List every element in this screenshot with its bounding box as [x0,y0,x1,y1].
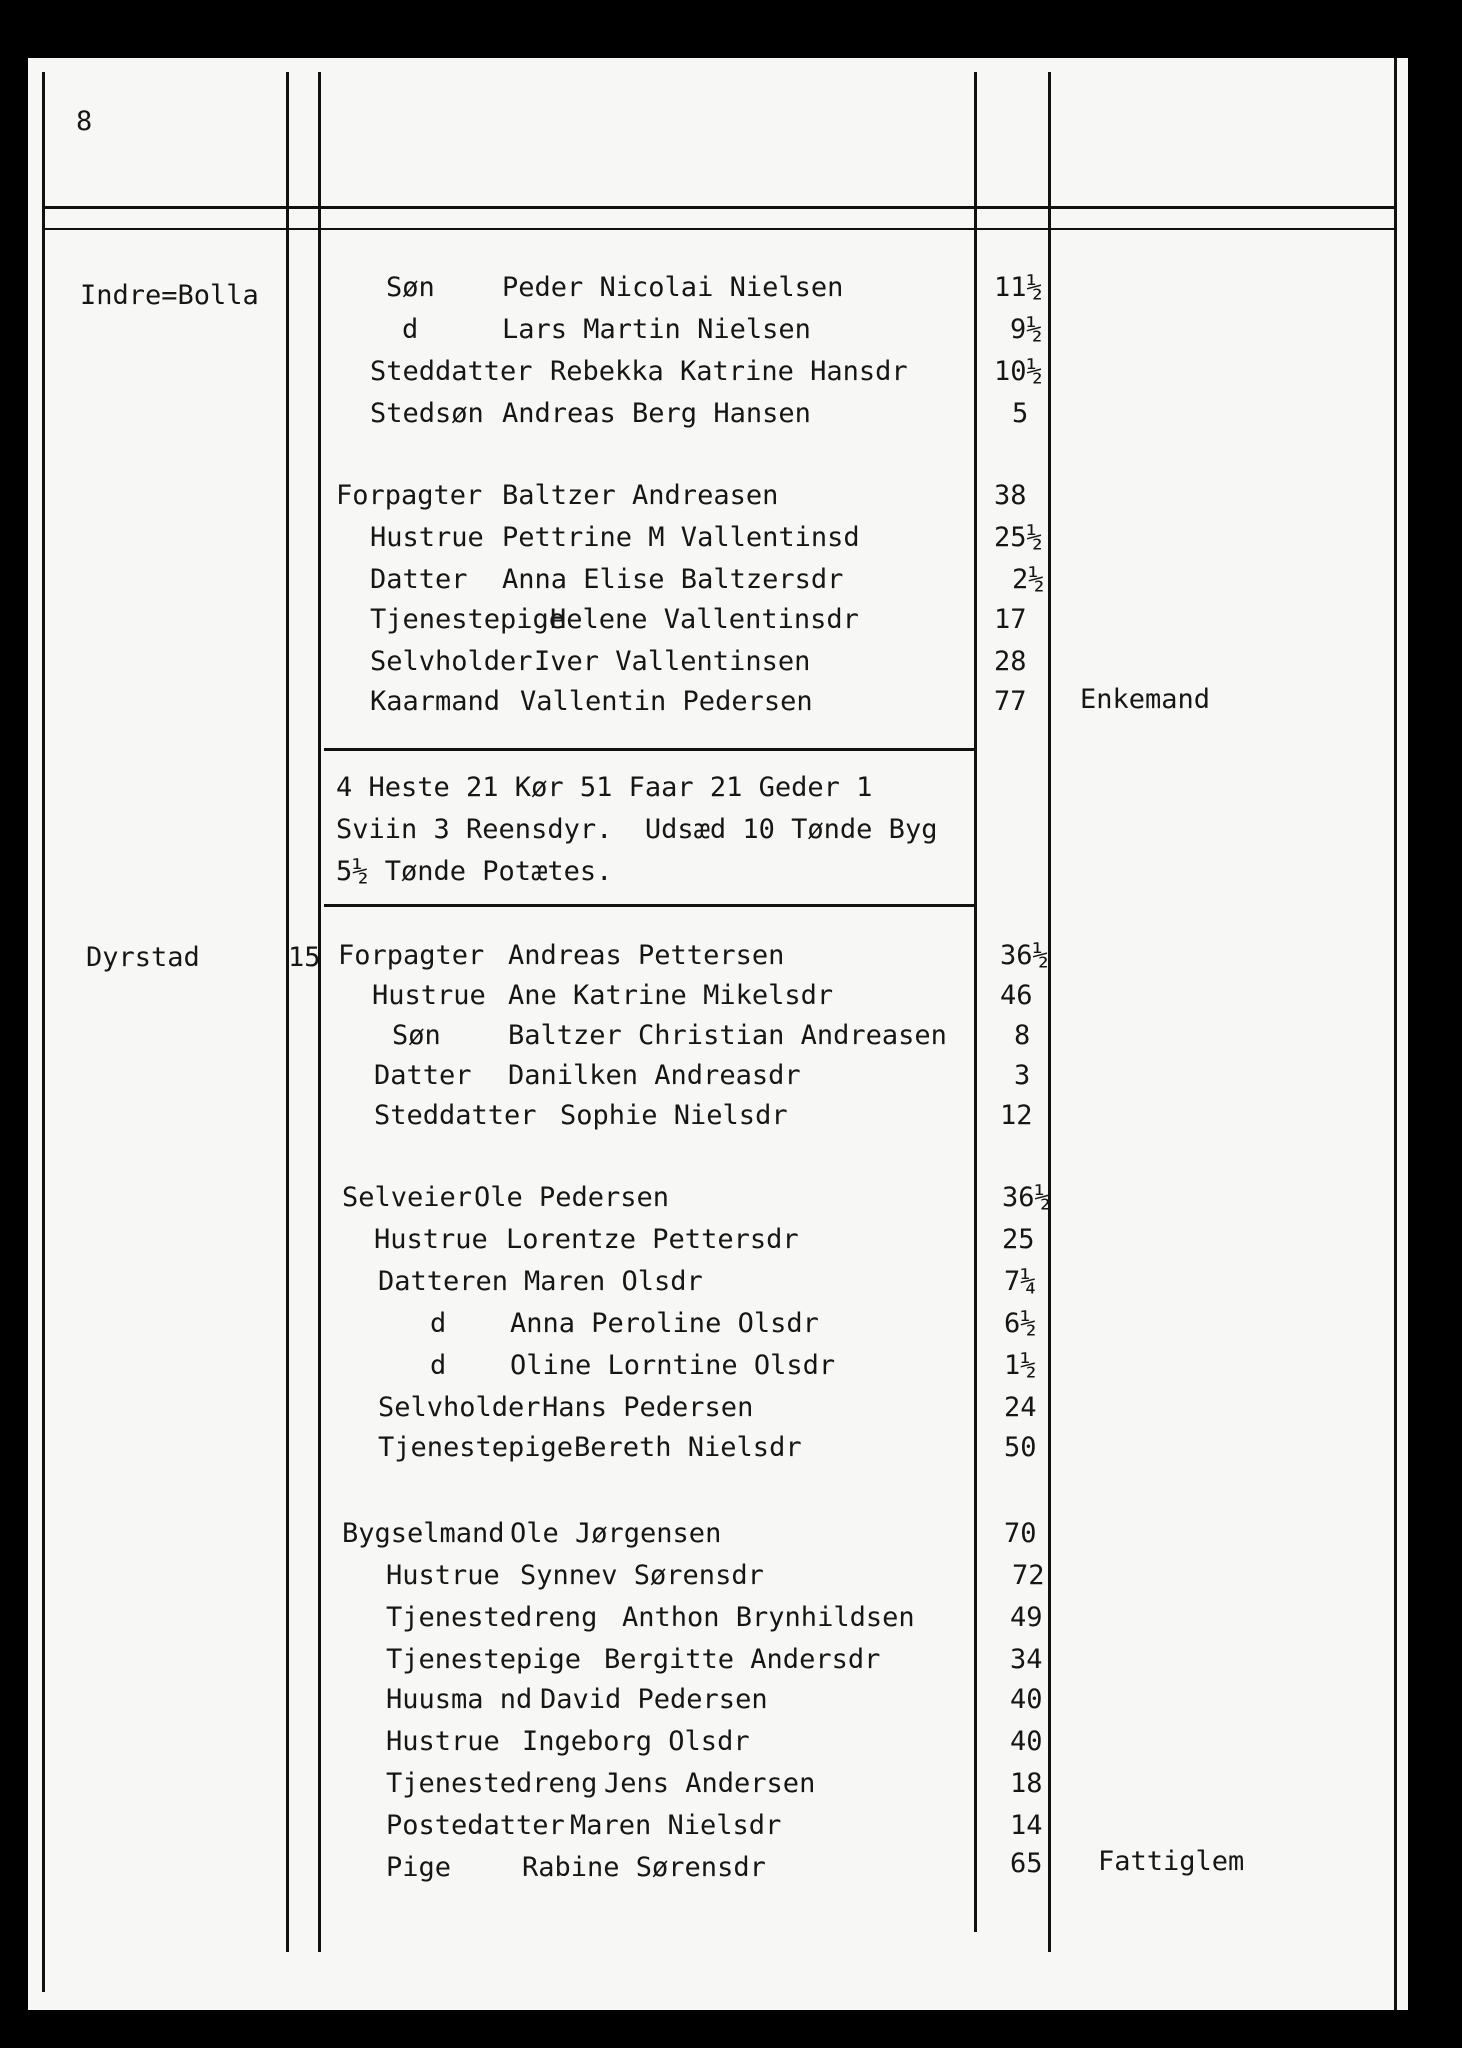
remark: Enkemand [1080,684,1211,715]
remark: Fattiglem [1098,1846,1245,1877]
age: 3 [1014,1060,1031,1091]
role: Datter [370,564,468,595]
person-name: Pettrine M Vallentinsd [502,522,860,553]
person-name: Ingeborg Olsdr [522,1726,750,1757]
livestock-line: 4 Heste 21 Kør 51 Faar 21 Geder 1 [336,772,873,803]
age: 6½ [1004,1308,1037,1339]
col-divider-2 [318,72,321,1952]
role: d [430,1350,447,1381]
role: Tjenestedreng [386,1768,598,1799]
role: Tjenestepige [378,1432,574,1463]
person-name: Lars Martin Nielsen [502,314,811,345]
person-name: Ane Katrine Mikelsdr [508,980,834,1011]
age: 1½ [1004,1350,1037,1381]
person-name: Iver Vallentinsen [534,646,811,677]
role: Steddatter [374,1100,537,1131]
age: 5 [1012,398,1029,429]
person-name: Ole Jørgensen [510,1518,722,1549]
age: 9½ [1010,314,1043,345]
role: Bygselmand [342,1518,505,1549]
role: Tjenestedreng [386,1602,598,1633]
col-divider-3 [974,72,977,1932]
livestock-box-top [324,748,974,751]
age: 8 [1014,1020,1031,1051]
role: Søn [386,272,435,303]
person-name: Vallentin Pedersen [520,686,813,717]
person-name: Anna Elise Baltzersdr [502,564,844,595]
person-name: Anna Peroline Olsdr [510,1308,819,1339]
person-name: Jens Andersen [604,1768,816,1799]
person-name: Rebekka Katrine Hansdr [550,356,908,387]
role: Forpagter [336,480,483,511]
census-page [28,58,1408,2010]
role: Huusma nd [386,1684,533,1715]
livestock-box-bottom [324,904,974,907]
age: 14 [1010,1810,1043,1841]
livestock-line: Sviin 3 Reensdyr. Udsæd 10 Tønde Byg [336,814,938,845]
age: 38 [994,480,1027,511]
person-name: Lorentze Pettersdr [506,1224,799,1255]
role: Selvholder [378,1392,541,1423]
person-name: Danilken Andreasdr [508,1060,801,1091]
person-name: Helene Vallentinsdr [550,604,859,635]
age: 40 [1010,1726,1043,1757]
age: 36½ [1000,940,1049,971]
age: 65 [1010,1848,1043,1879]
col-divider-1 [286,72,289,1952]
role: Pige [386,1852,452,1883]
col-divider-4 [1048,72,1051,1952]
person-name: Peder Nicolai Nielsen [502,272,844,303]
age: 25½ [994,522,1043,553]
person-name: Baltzer Andreasen [502,480,779,511]
age: 49 [1010,1602,1043,1633]
person-name: Ole Pedersen [474,1182,670,1213]
role: Selveier [342,1182,473,1213]
role: Tjenestepige [386,1644,582,1675]
role: Hustrue [372,980,486,1011]
age: 34 [1010,1644,1043,1675]
person-name: Oline Lorntine Olsdr [510,1350,836,1381]
age: 17 [994,604,1027,635]
place-name: Dyrstad [86,942,200,973]
person-name: Bergitte Andersdr [604,1644,881,1675]
role: Hustrue [370,522,484,553]
person-name: Anthon Brynhildsen [622,1602,915,1633]
age: 12 [1000,1100,1033,1131]
livestock-box-right [974,748,977,904]
role: Hustrue [386,1560,500,1591]
person-name: Andreas Pettersen [508,940,785,971]
role: Stedsøn [370,398,484,429]
left-border [42,72,45,1992]
place-name: Indre=Bolla [80,280,259,311]
role: d [402,314,419,345]
age: 7¼ [1004,1266,1037,1297]
age: 2½ [1012,564,1045,595]
livestock-line: 5½ Tønde Potætes. [336,856,613,887]
age: 18 [1010,1768,1043,1799]
age: 24 [1004,1392,1037,1423]
role: Selvholder [370,646,533,677]
right-border [1394,58,1397,2010]
role: Forpagter [338,940,485,971]
age: 28 [994,646,1027,677]
age: 25 [1002,1224,1035,1255]
page-number: 8 [76,106,93,137]
age: 40 [1010,1684,1043,1715]
person-name: Bereth Nielsdr [574,1432,802,1463]
person-name: Andreas Berg Hansen [502,398,811,429]
age: 46 [1000,980,1033,1011]
person-name: Synnev Sørensdr [520,1560,764,1591]
age: 11½ [994,272,1043,303]
age: 70 [1004,1518,1037,1549]
role: d [430,1308,447,1339]
age: 72 [1012,1560,1045,1591]
person-name: David Pedersen [540,1684,768,1715]
role: Steddatter [370,356,533,387]
role: Kaarmand [370,686,501,717]
person-name: Baltzer Christian Andreasen [508,1020,947,1051]
age: 36½ [1002,1182,1051,1213]
role: Datteren [378,1266,509,1297]
person-name: Maren Olsdr [524,1266,703,1297]
role: Tjenestepige [370,604,566,635]
person-name: Maren Nielsdr [570,1810,782,1841]
person-name: Sophie Nielsdr [560,1100,788,1131]
role: Hustrue [386,1726,500,1757]
age: 50 [1004,1432,1037,1463]
role: Hustrue [374,1224,488,1255]
age: 77 [994,686,1027,717]
header-rule [42,206,1394,209]
role: Postedatter [386,1810,565,1841]
role: Søn [392,1020,441,1051]
farm-number: 15 [288,942,321,973]
role: Datter [374,1060,472,1091]
age: 10½ [994,356,1043,387]
person-name: Hans Pedersen [542,1392,754,1423]
header-rule-2 [42,228,1394,230]
person-name: Rabine Sørensdr [522,1852,766,1883]
